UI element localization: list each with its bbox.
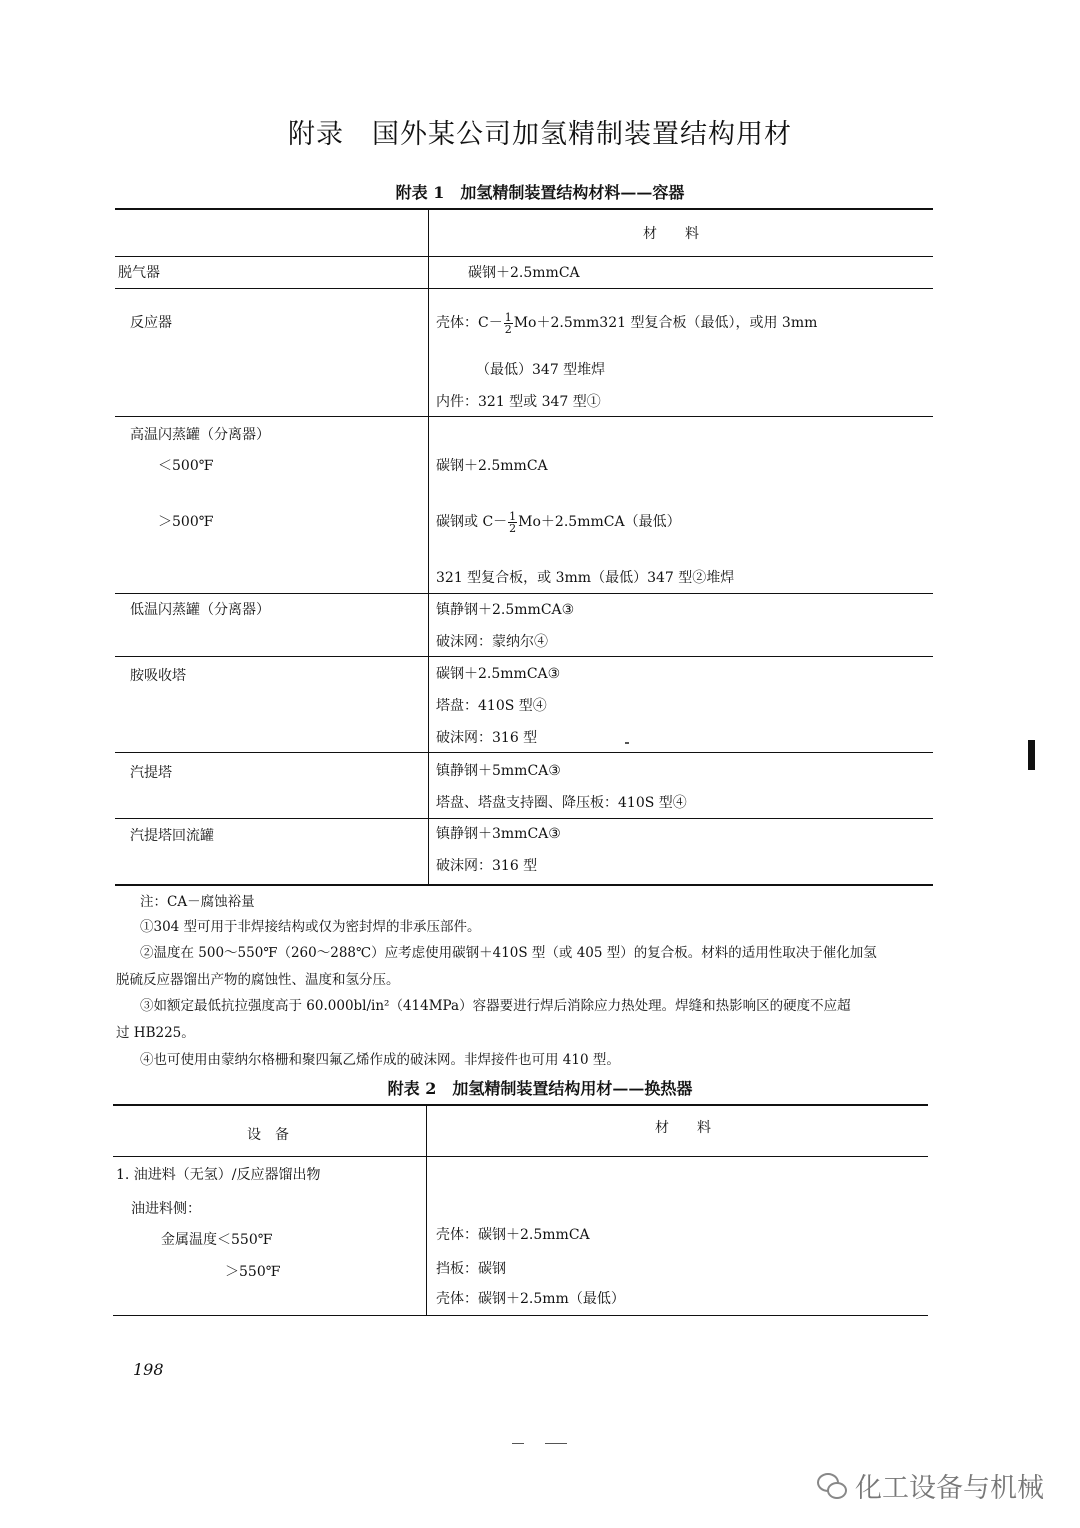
note-2a: ②温度在 500～550℉（260～288℃）应考虑使用碳钢＋410S 型（或 405 型）的复合板。材料的适用性取决于催化加氢 [140,945,877,961]
scan-edge-mark [1028,740,1035,770]
table1-column-divider [428,209,429,885]
row-reactor-material-3: 内件：321 型或 347 型① [436,394,601,410]
note-ca: 注：CA－腐蚀裕量 [140,894,255,910]
table1-bottom-rule [115,884,933,886]
row-reflux-material-2: 破沫网：316 型 [436,858,538,874]
reactor-shell-suffix: Mo＋2.5mm321 型复合板（最低），或用 3mm [513,315,818,331]
row-ltfl-label: 低温闪蒸罐（分离器） [130,602,270,618]
table2-row-metal-temp-lt: 金属温度＜550℉ [161,1232,273,1248]
table2-top-rule [113,1104,928,1106]
page-title: 附录 国外某公司加氢精制装置结构用材 [288,119,792,150]
reactor-shell-prefix: 壳体：C－ [436,315,503,331]
wechat-icon [817,1473,847,1499]
table2-bottom-rule [113,1315,928,1316]
watermark-text: 化工设备与机械 [855,1473,1044,1504]
row-hthp-lt-material: 碳钢＋2.5mmCA [436,458,548,474]
row-stripper-label: 汽提塔 [130,765,172,781]
row-deaerator-material: 碳钢＋2.5mmCA [468,265,580,281]
scan-speck [512,1443,524,1444]
table1-row-rule [115,593,933,594]
table1-top-rule [115,208,933,210]
row-hthp-gt-label: ＞500℉ [158,514,214,530]
watermark [817,1466,1044,1505]
table2-header-rule [113,1156,928,1157]
table2-row-metal-temp-gt: ＞550℉ [225,1264,281,1280]
note-4: ④也可使用由蒙纳尔格栅和聚四氟乙烯作成的破沫网。非焊接件也可用 410 型。 [140,1052,620,1068]
table2-material-shell-1: 壳体：碳钢＋2.5mmCA [436,1227,590,1243]
row-hthp-gt-material-2: 321 型复合板，或 3mm（最低）347 型②堆焊 [436,570,735,586]
table2-header-equipment: 设 备 [247,1127,289,1143]
table1-row-rule [115,288,933,289]
table1-row-rule [115,752,933,753]
note-3b: 过 HB225。 [116,1025,195,1041]
table2-material-shell-2: 壳体：碳钢＋2.5mm（最低） [436,1291,625,1307]
table2-material-baffle: 挡板：碳钢 [436,1261,506,1277]
note-3a: ③如额定最低抗拉强度高于 60.000bl/in²（414MPa）容器要进行焊后消除应力热处理。焊缝和热影响区的硬度不应超 [140,998,851,1014]
table1-header-rule [115,256,933,257]
row-reactor-material-2: （最低）347 型堆焊 [476,362,606,378]
fraction-one-half: $\frac{1}{2}$ [504,310,512,336]
table2-header-material: 材 料 [655,1120,711,1136]
table1-title: 附表 1 加氢精制装置结构材料——容器 [395,183,685,202]
page-number: 198 [133,1360,164,1379]
row-absorber-material-1: 碳钢＋2.5mmCA③ [436,666,561,682]
row-stripper-material-2: 塔盘、塔盘支持圈、降压板：410S 型④ [436,795,687,811]
row-reflux-label: 汽提塔回流罐 [130,828,214,844]
table1-row-rule [115,818,933,819]
fraction-one-half: $\frac{1}{2}$ [509,509,517,535]
scan-speck [625,742,629,744]
row-ltfl-material-1: 镇静钢＋2.5mmCA③ [436,602,575,618]
row-reflux-material-1: 镇静钢＋3mmCA③ [436,826,561,842]
table2-row-feed-side: 油进料侧： [131,1201,201,1217]
note-2b: 脱硫反应器馏出产物的腐蚀性、温度和氢分压。 [116,972,400,988]
row-absorber-material-2: 塔盘：410S 型④ [436,698,547,714]
row-deaerator-label: 脱气器 [118,265,160,281]
row-hthp-gt-material-1 [436,507,681,537]
row-ltfl-material-2: 破沫网：蒙纳尔④ [436,634,548,650]
table1-row-rule [115,656,933,657]
row-stripper-material-1: 镇静钢＋5mmCA③ [436,763,561,779]
row-hthp-lt-label: ＜500℉ [158,458,214,474]
row-reactor-label: 反应器 [130,315,172,331]
hthp-gt-suffix: Mo＋2.5mmCA（最低） [518,514,681,530]
row-reactor-material-1 [436,308,817,338]
table2-row-feed: 1. 油进料（无氢）/反应器馏出物 [116,1167,321,1183]
row-absorber-material-3: 破沫网：316 型 [436,730,538,746]
row-hthp-label: 高温闪蒸罐（分离器） [130,427,270,443]
note-1: ①304 型可用于非焊接结构或仅为密封焊的非承压部件。 [140,919,481,935]
hthp-gt-prefix: 碳钢或 C－ [436,514,508,530]
scan-speck [545,1443,567,1444]
table2-title: 附表 2 加氢精制装置结构用材——换热器 [387,1079,693,1098]
row-absorber-label: 胺吸收塔 [130,668,186,684]
table1-row-rule [115,416,933,417]
table1-header-material: 材 料 [643,226,699,242]
table2-column-divider [426,1105,427,1315]
